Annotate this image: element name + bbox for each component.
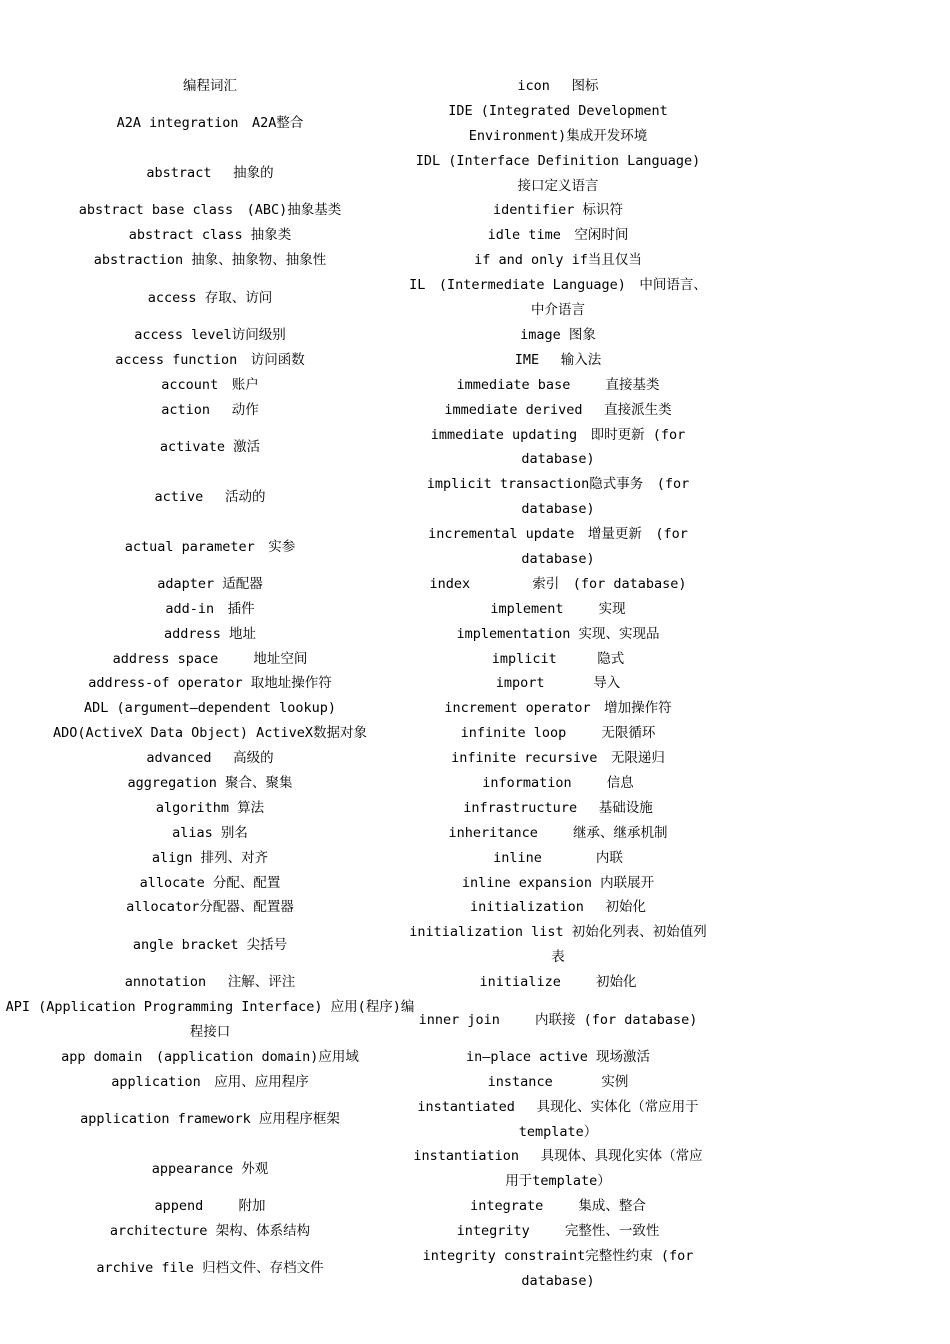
glossary-row bbox=[0, 323, 950, 348]
term-right: incremental update 增量更新 (for database) bbox=[428, 526, 697, 568]
term-right: instantiated 具现化、实体化（常应用于template） bbox=[417, 1098, 699, 1140]
glossary-row bbox=[0, 74, 950, 99]
term-right: inheritance 继承、继承机制 bbox=[448, 824, 668, 841]
term-left: access 存取、访问 bbox=[147, 289, 273, 306]
term-right: inline expansion 内联展开 bbox=[461, 874, 655, 891]
term-right: icon 图标 bbox=[517, 78, 599, 94]
term-right: IDL (Interface Definition Language) 接口定义语言 bbox=[415, 152, 708, 194]
term-right: immediate updating 即时更新 (for database) bbox=[430, 426, 694, 468]
term-left: adapter 适配器 bbox=[157, 575, 263, 592]
term-left: 编程词汇 bbox=[183, 78, 237, 94]
term-left: abstraction 抽象、抽象物、抽象性 bbox=[93, 252, 327, 269]
glossary-row bbox=[0, 1070, 950, 1095]
term-right: integrate 集成、整合 bbox=[470, 1198, 646, 1215]
term-left: address 地址 bbox=[163, 625, 257, 642]
glossary-row bbox=[0, 1244, 950, 1294]
term-right: initialization list 初始化列表、初始值列表 bbox=[409, 924, 707, 966]
glossary-row bbox=[0, 198, 950, 223]
term-right: IDE (Integrated Development Environment)集成开发环境 bbox=[448, 102, 676, 144]
term-left: align 排列、对齐 bbox=[151, 849, 269, 866]
glossary-page bbox=[0, 74, 950, 1294]
term-left: allocate 分配、配置 bbox=[139, 874, 281, 891]
term-right: immediate base 直接基类 bbox=[456, 376, 660, 393]
term-right: infinite loop 无限循环 bbox=[460, 725, 656, 742]
term-right: import 导入 bbox=[495, 675, 621, 692]
term-left: angle bracket 尖括号 bbox=[132, 936, 288, 953]
term-left: annotation 注解、评注 bbox=[124, 974, 296, 991]
glossary-row bbox=[0, 373, 950, 398]
term-left: abstract base class (ABC)抽象基类 bbox=[78, 202, 342, 219]
term-right: index 索引 (for database) bbox=[429, 575, 687, 592]
glossary-row bbox=[0, 796, 950, 821]
term-left: API (Application Programming Interface) 应用(程序)编程接口 bbox=[5, 999, 415, 1040]
glossary-row bbox=[0, 273, 950, 323]
glossary-row bbox=[0, 398, 950, 423]
term-left: address space 地址空间 bbox=[112, 650, 308, 667]
term-right: image 图象 bbox=[520, 326, 596, 343]
term-left: alias 别名 bbox=[172, 824, 248, 841]
term-left: actual parameter 实参 bbox=[124, 538, 296, 555]
glossary-row bbox=[0, 970, 950, 995]
glossary-row bbox=[0, 423, 950, 473]
term-left: active 活动的 bbox=[154, 488, 266, 505]
term-right: immediate derived 直接派生类 bbox=[444, 401, 672, 418]
term-right: instance 实例 bbox=[487, 1073, 629, 1090]
glossary-row bbox=[0, 248, 950, 273]
term-left: address-of operator 取地址操作符 bbox=[88, 675, 332, 692]
glossary-row bbox=[0, 597, 950, 622]
term-left: account 账户 bbox=[161, 376, 259, 393]
term-right: if and only if当且仅当 bbox=[474, 252, 642, 269]
glossary-row bbox=[0, 522, 950, 572]
term-right: infinite recursive 无限递归 bbox=[451, 750, 665, 767]
term-left: architecture 架构、体系结构 bbox=[109, 1223, 311, 1240]
term-left: allocator分配器、配置器 bbox=[126, 899, 294, 916]
term-right: implicit 隐式 bbox=[491, 650, 625, 667]
term-right: inner join 内联接 (for database) bbox=[418, 1011, 698, 1028]
glossary-row bbox=[0, 671, 950, 696]
term-left: app domain (application domain)应用域 bbox=[61, 1048, 359, 1065]
glossary-row bbox=[0, 871, 950, 896]
glossary-row bbox=[0, 99, 950, 149]
term-left: ADL (argument—dependent lookup) bbox=[84, 700, 336, 717]
term-right: initialize 初始化 bbox=[479, 974, 637, 991]
glossary-row bbox=[0, 920, 950, 970]
glossary-row bbox=[0, 1144, 950, 1194]
term-left: A2A integration A2A整合 bbox=[116, 115, 304, 132]
term-left: add-in 插件 bbox=[165, 600, 255, 617]
glossary-row bbox=[0, 696, 950, 721]
glossary-row bbox=[0, 149, 950, 199]
term-left: access level访问级别 bbox=[134, 326, 286, 343]
term-right: initialization 初始化 bbox=[470, 899, 646, 916]
term-left: abstract 抽象的 bbox=[146, 165, 274, 182]
term-left: append 附加 bbox=[154, 1198, 266, 1215]
term-left: abstract class 抽象类 bbox=[128, 227, 292, 244]
term-left: ADO(ActiveX Data Object) ActiveX数据对象 bbox=[52, 725, 368, 742]
glossary-row bbox=[0, 1095, 950, 1145]
term-right: IL (Intermediate Language) 中间语言、中介语言 bbox=[409, 277, 707, 319]
term-right: in—place active 现场激活 bbox=[465, 1048, 651, 1065]
glossary-row bbox=[0, 1219, 950, 1244]
term-left: advanced 高级的 bbox=[146, 750, 274, 767]
term-left: aggregation 聚合、聚集 bbox=[127, 775, 293, 792]
term-right: increment operator 增加操作符 bbox=[444, 700, 672, 717]
term-right: integrity 完整性、一致性 bbox=[456, 1223, 660, 1240]
term-right: inline 内联 bbox=[493, 849, 623, 866]
glossary-row bbox=[0, 647, 950, 672]
glossary-row bbox=[0, 622, 950, 647]
glossary-row bbox=[0, 721, 950, 746]
glossary-row bbox=[0, 895, 950, 920]
term-right: implementation 实现、实现品 bbox=[456, 625, 660, 642]
term-left: application framework 应用程序框架 bbox=[80, 1111, 340, 1128]
term-left: archive file 归档文件、存档文件 bbox=[96, 1260, 324, 1277]
term-right: integrity constraint完整性约束 (for database) bbox=[422, 1248, 702, 1289]
term-right: instantiation 具现体、具现化实体（常应用于template） bbox=[413, 1148, 703, 1190]
term-right: implicit transaction隐式事务 (for database) bbox=[426, 476, 698, 518]
term-right: infrastructure 基础设施 bbox=[463, 799, 653, 816]
term-right: identifier 标识符 bbox=[493, 202, 623, 219]
glossary-row bbox=[0, 572, 950, 597]
glossary-row bbox=[0, 771, 950, 796]
glossary-row bbox=[0, 1045, 950, 1070]
glossary-row bbox=[0, 821, 950, 846]
glossary-row bbox=[0, 223, 950, 248]
glossary-row bbox=[0, 472, 950, 522]
term-left: action 动作 bbox=[161, 401, 259, 418]
term-left: appearance 外观 bbox=[151, 1160, 269, 1177]
term-right: information 信息 bbox=[482, 775, 634, 792]
glossary-row bbox=[0, 1194, 950, 1219]
term-left: application 应用、应用程序 bbox=[111, 1073, 309, 1090]
glossary-row bbox=[0, 846, 950, 871]
term-right: implement 实现 bbox=[490, 600, 626, 617]
glossary-row bbox=[0, 746, 950, 771]
glossary-row bbox=[0, 348, 950, 373]
term-left: algorithm 算法 bbox=[155, 799, 265, 816]
glossary-row bbox=[0, 995, 950, 1045]
term-right: IME 输入法 bbox=[514, 351, 602, 368]
term-left: access function 访问函数 bbox=[115, 351, 305, 368]
term-right: idle time 空闲时间 bbox=[487, 227, 629, 244]
term-left: activate 激活 bbox=[159, 438, 261, 455]
